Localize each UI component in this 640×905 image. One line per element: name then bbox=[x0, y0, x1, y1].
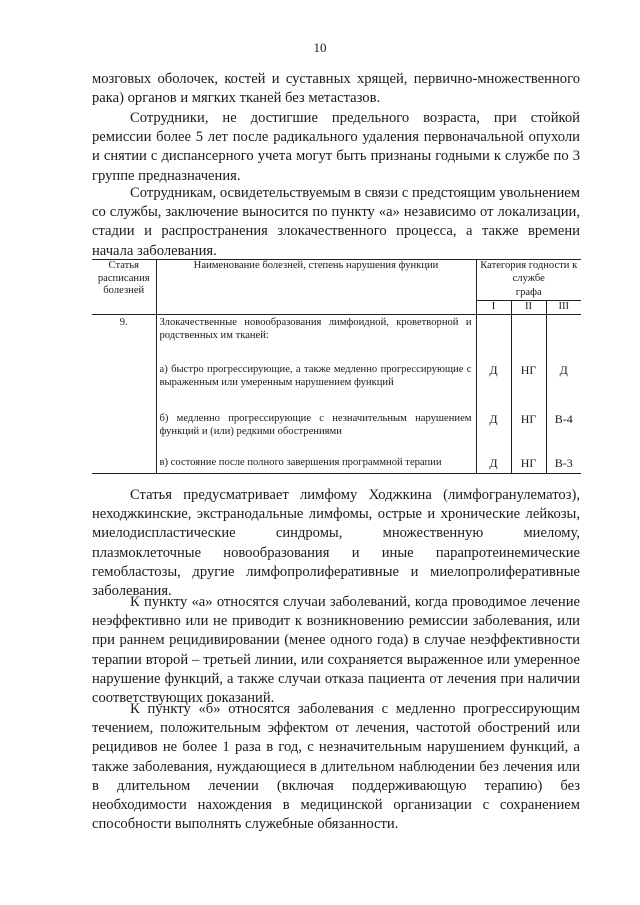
header-col-3: III bbox=[546, 301, 581, 315]
row-c-col-1: Д bbox=[476, 457, 511, 474]
header-col-2: II bbox=[511, 301, 546, 315]
paragraph-3: Сотрудникам, освидетельствуемым в связи с предстоящим увольнением со службы, заключение выносится по пункту «а» независимо от локализации, стадии и распространения злокачественного процесса, а также времени начала заболевания. bbox=[92, 185, 580, 259]
paragraph-1: мозговых оболочек, костей и суставных хрящей, первично-множественного рака) органов и мягких тканей без метастазов. bbox=[92, 71, 580, 107]
row-a-col-2: НГ bbox=[511, 364, 546, 413]
row-b-col-3: В-4 bbox=[546, 413, 581, 456]
disease-schedule-table bbox=[92, 259, 581, 474]
table-row-a: а) быстро прогрессирующие, а также медленно прогрессирующие с выраженным или умеренным нарушением функций bbox=[156, 364, 476, 413]
table-row-c: в) состояние после полного завершения программной терапии bbox=[156, 457, 476, 474]
row-b-col-2: НГ bbox=[511, 413, 546, 456]
row-c-col-3: В-3 bbox=[546, 457, 581, 474]
header-column: графа bbox=[476, 287, 581, 301]
row-b-col-1: Д bbox=[476, 413, 511, 456]
disease-group-title: Злокачественные новообразования лимфоидной, кроветворной и родственных им тканей: bbox=[156, 315, 476, 365]
header-disease-name: Наименование болезней, степень нарушения функции bbox=[156, 260, 476, 315]
article-number: 9. bbox=[92, 315, 156, 365]
table-row-b: б) медленно прогрессирующие с незначительным нарушением функций и (или) редкими обострениями bbox=[156, 413, 476, 456]
paragraph-5: К пункту «а» относятся случаи заболеваний, когда проводимое лечение неэффективно или не приводит к возникновению ремиссии заболевания, или при раннем рецидивировании (менее одного года) в случае неэффективности терапии второй – третьей линии, или сохраняется выраженное или умеренное нарушение функций, а также случаи отказа пациента от лечения при наличии соответствующих показаний. bbox=[92, 594, 580, 707]
header-category: Категория годности к службе bbox=[476, 260, 581, 288]
paragraph-6: К пункту «б» относятся заболевания с медленно прогрессирующим течением, положительным эффектом от лечения, частотой обострений или рецидивов не более 1 раза в год, с незначительным нарушением функций, а также заболевания, нуждающиеся в длительном наблюдении без лечения или в длительном лечении (включая поддерживающую терапию) без необходимости нахождения в медицинской организации с сохранением способности выполнять служебные обязанности. bbox=[92, 701, 580, 833]
row-a-col-1: Д bbox=[476, 364, 511, 413]
header-col-1: I bbox=[476, 301, 511, 315]
header-article: Статья расписания болезней bbox=[92, 260, 156, 315]
row-a-col-3: Д bbox=[546, 364, 581, 413]
paragraph-2: Сотрудники, не достигшие предельного возраста, при стойкой ремиссии более 5 лет после радикального удаления первоначальной опухоли и снятии с диспансерного учета могут быть признаны годными к службе по 3 группе предназначения. bbox=[92, 110, 580, 184]
paragraph-4: Статья предусматривает лимфому Ходжкина (лимфогранулематоз), неходжкинские, экстранодальные лимфомы, острые и хронические лейкозы, миелодиспластические синдромы, множественную миелому, плазмоклеточные новообразования и иные парапротеинемические гемобластозы, другие лимфопролиферативные и миелопролиферативные заболевания. bbox=[92, 487, 580, 600]
row-c-col-2: НГ bbox=[511, 457, 546, 474]
page-number: 10 bbox=[313, 40, 327, 55]
